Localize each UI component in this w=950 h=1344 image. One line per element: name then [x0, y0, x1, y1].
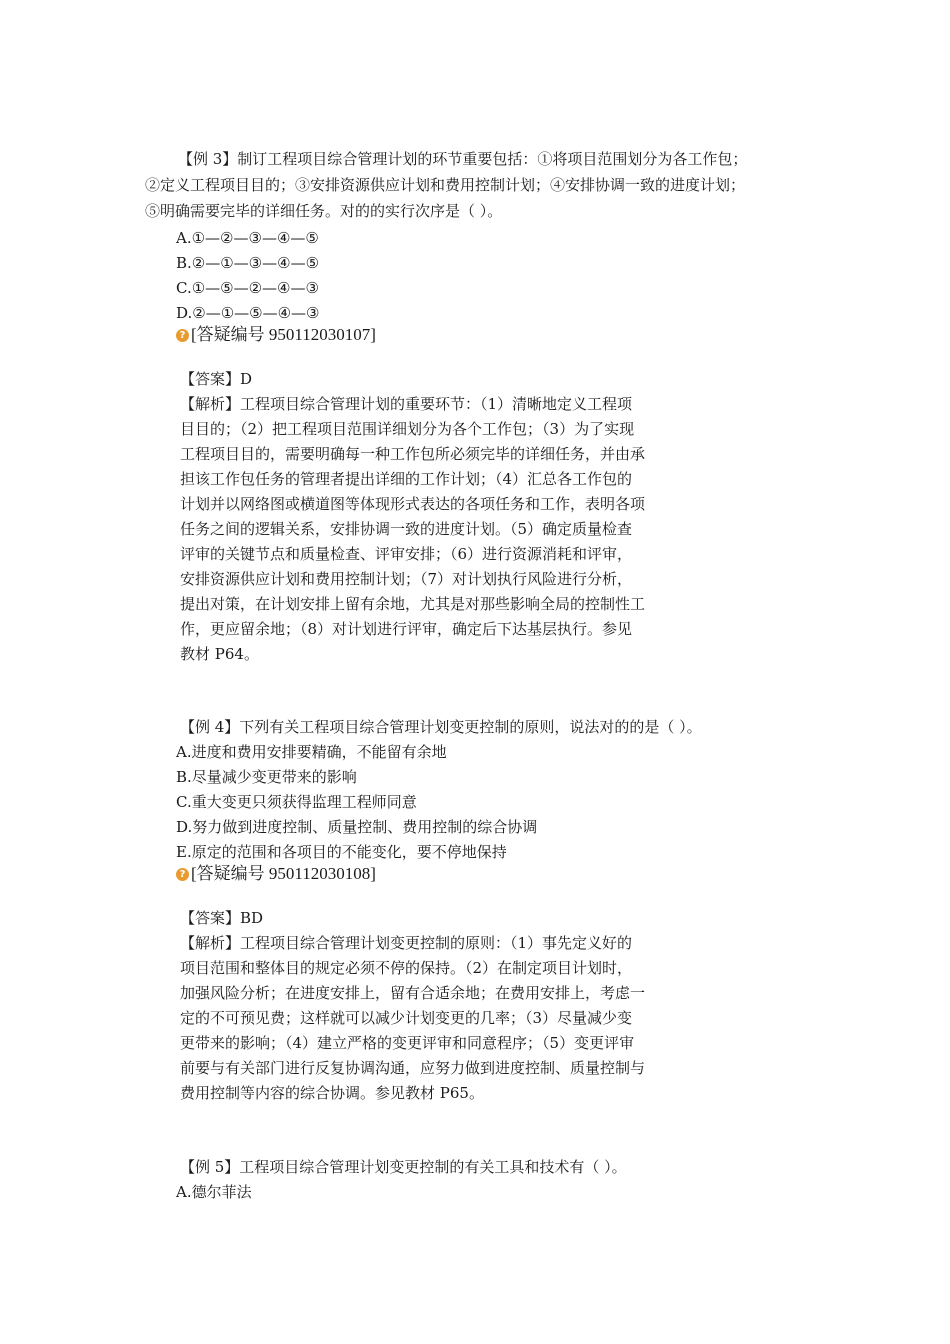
ex3-option-c: C.①—⑤—②—④—③: [176, 279, 319, 297]
ex4-analysis-3: 加强风险分析；在进度安排上，留有合适余地；在费用安排上，考虑一: [180, 984, 646, 1002]
question-icon: ?: [176, 329, 189, 342]
ex3-analysis-11: 教材 P64。: [180, 645, 259, 663]
ex4-option-d: D.努力做到进度控制、质量控制、费用控制的综合协调: [176, 818, 538, 836]
ex3-answer: 【答案】D: [180, 370, 253, 388]
ex3-analysis-6: 任务之间的逻辑关系，安排协调一致的进度计划。（5）确定质量检查: [180, 520, 633, 538]
ex4-analysis-1: 【解析】工程项目综合管理计划变更控制的原则：（1）事先定义好的: [180, 934, 633, 952]
ex4-analysis-7: 费用控制等内容的综合协调。参见教材 P65。: [180, 1084, 484, 1102]
ex3-question-line-1: 【例 3】制订工程项目综合管理计划的环节重要包括：①将项目范围划分为各工作包；: [178, 150, 748, 168]
ex4-answer: 【答案】BD: [180, 909, 264, 927]
ex3-analysis-3: 工程项目目的，需要明确每一种工作包所必须完毕的详细任务，并由承: [180, 445, 646, 463]
ex3-question-line-3: ⑤明确需要完毕的详细任务。对的的实行次序是（ ）。: [145, 202, 503, 220]
ex3-analysis-2: 目目的；（2）把工程项目范围详细划分为各个工作包；（3）为了实现: [180, 420, 635, 438]
ex3-analysis-7: 评审的关键节点和质量检查、评审安排；（6）进行资源消耗和评审，: [180, 545, 633, 563]
ex4-option-a: A.进度和费用安排要精确，不能留有余地: [176, 743, 447, 761]
ex4-analysis-5: 更带来的影响；（4）建立严格的变更评审和同意程序；（5）变更评审: [180, 1034, 635, 1052]
ex3-question-line-2: ②定义工程项目目的；③安排资源供应计划和费用控制计划；④安排协调一致的进度计划；: [145, 176, 746, 194]
ex4-question: 【例 4】下列有关工程项目综合管理计划变更控制的原则，说法对的的是（ ）。: [180, 718, 702, 736]
ex3-option-d: D.②—①—⑤—④—③: [176, 304, 320, 322]
ex3-analysis-8: 安排资源供应计划和费用控制计划；（7）对计划执行风险进行分析，: [180, 570, 633, 588]
ex4-analysis-4: 定的不可预见费；这样就可以减少计划变更的几率；（3）尽量减少变: [180, 1009, 633, 1027]
question-icon: ?: [176, 868, 189, 881]
ex3-analysis-1: 【解析】工程项目综合管理计划的重要环节：（1）清晰地定义工程项: [180, 395, 633, 413]
ex5-option-a: A.德尔菲法: [176, 1183, 252, 1201]
ex3-analysis-10: 作，更应留余地；（8）对计划进行评审，确定后下达基层执行。参见: [180, 620, 633, 638]
ex3-option-b: B.②—①—③—④—⑤: [176, 254, 320, 272]
ex4-qa-link[interactable]: [176, 864, 376, 884]
ex3-option-a: A.①—②—③—④—⑤: [176, 229, 319, 247]
ex4-option-e: E.原定的范围和各项目的不能变化，要不停地保持: [176, 843, 507, 861]
ex3-qa-link[interactable]: [176, 325, 376, 345]
ex3-qa-id: [答疑编号 950112030107]: [191, 325, 376, 344]
ex3-analysis-5: 计划并以网络图或横道图等体现形式表达的各项任务和工作，表明各项: [180, 495, 646, 513]
ex4-analysis-2: 项目范围和整体目的规定必须不停的保持。（2）在制定项目计划时，: [180, 959, 633, 977]
ex4-option-b: B.尽量减少变更带来的影响: [176, 768, 357, 786]
ex4-qa-id: [答疑编号 950112030108]: [191, 864, 376, 883]
ex4-analysis-6: 前要与有关部门进行反复协调沟通，应努力做到进度控制、质量控制与: [180, 1059, 646, 1077]
ex4-option-c: C.重大变更只须获得监理工程师同意: [176, 793, 417, 811]
ex5-question: 【例 5】工程项目综合管理计划变更控制的有关工具和技术有（ ）。: [180, 1158, 627, 1176]
ex3-analysis-4: 担该工作包任务的管理者提出详细的工作计划；（4）汇总各工作包的: [180, 470, 633, 488]
ex3-analysis-9: 提出对策，在计划安排上留有余地，尤其是对那些影响全局的控制性工: [180, 595, 646, 613]
